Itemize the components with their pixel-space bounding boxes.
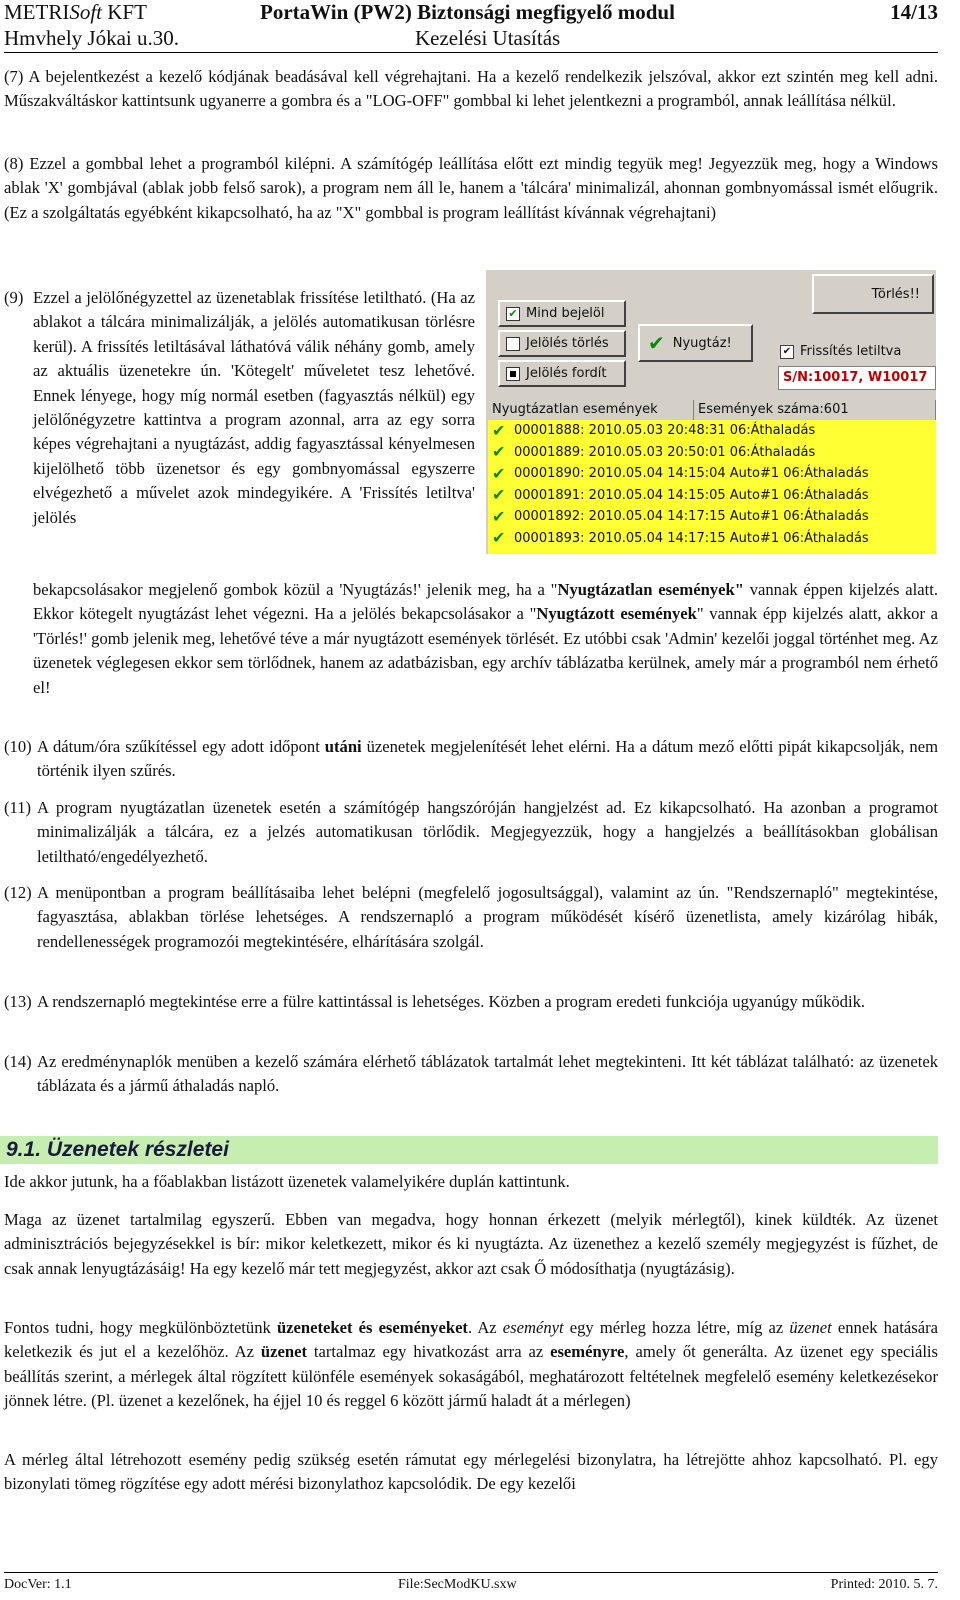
paragraph-12: A menüpontban a program beállításaiba lehet belépni (megfelelő jogosultsággal), valamint az ún. "Rendszernapló" megtekintése, fagyasztása, ablakban törlése lehetséges. A rendszernapló a program működését kísérő üzenetlista, amely kizárólag hibák, rendellenességek programozói megtekintésére, elhárítására szolgál. [37, 883, 938, 951]
list-item[interactable]: ✔ 00001888: 2010.05.03 20:48:31 06:Áthaladás [492, 420, 816, 440]
item-number-14: (14) [4, 1052, 32, 1071]
column-header-nyugtazatlan[interactable]: Nyugtázatlan események [488, 400, 694, 420]
torles-button[interactable]: Törlés!! [812, 274, 934, 314]
section-paragraph-3: A mérleg által létrehozott esemény pedig szükség esetén rámutat egy mérlegelési bizonylatra, ha létrejötte ahhoz kapcsolható. Pl. egy bizonylati tömeg rögzítése egy adott mérési bizonylathoz kapcsolódik. De egy kezelői [4, 1450, 938, 1494]
page-number: 14/13 [890, 0, 938, 24]
section-heading: 9.1. Üzenetek részletei [0, 1136, 938, 1164]
check-icon[interactable]: ✔ [492, 506, 506, 526]
mind-bejelol-button[interactable]: ✔ Mind bejelöl [498, 300, 626, 327]
check-icon: ✔ [506, 307, 520, 321]
uncheck-icon [506, 337, 520, 351]
check-icon[interactable]: ✔ [492, 420, 506, 440]
jeloles-fordit-button[interactable]: Jelölés fordít [498, 360, 626, 387]
list-item[interactable]: ✔ 00001892: 2010.05.04 14:17:15 Auto#1 06:Áthaladás [492, 506, 869, 526]
nyugtaz-button[interactable]: ✔ Nyugtáz! [638, 324, 753, 362]
frissites-letiltva-checkbox[interactable]: ✔ Frissítés letiltva [780, 344, 901, 359]
paragraph-7: (7) A bejelentkezést a kezelő kódjának beadásával kell végrehajtani. Ha a kezelő rendelkezik jelszóval, akkor ezt szintén meg kell adni. Műszakváltáskor kattintsunk ugyanerre a gombra és a "LOG-OFF" gombbal ki lehet jelentkezni a programból, annak leállítása nélkül. [4, 67, 938, 111]
page-header [4, 0, 938, 53]
list-item[interactable]: ✔ 00001893: 2010.05.04 14:17:15 Auto#1 06:Áthaladás [492, 528, 869, 548]
paragraph-8: (8) Ezzel a gombbal lehet a programból kilépni. A számítógép leállítása előtt ezt mindig tegyük meg! Jegyezzük meg, hogy a Windows ablak 'X' gombjával (ablak jobb felső sarok), a program nem áll le, hanem a 'tálcára' minimalizál, ahonnan gombnyomással ismét előugrik. (Ez a szolgáltatás egyébként kikapcsolható, ha az "X" gombbal is program leállítást kívánnak végrehajtani) [4, 154, 938, 222]
company-address: Hmvhely Jókai u.30. [4, 26, 179, 50]
item-number-10: (10) [4, 737, 32, 756]
check-icon[interactable]: ✔ [492, 442, 506, 462]
jeloles-torles-button[interactable]: Jelölés törlés [498, 330, 626, 357]
footer-file: File:SecModKU.sxw [398, 1577, 517, 1592]
program-screenshot [486, 270, 936, 554]
item-number-11: (11) [4, 798, 32, 817]
serial-number: S/N:10017, W10017 [778, 366, 936, 390]
doc-title: PortaWin (PW2) Biztonsági megfigyelő modul [260, 0, 675, 24]
company-name: METRISoft KFT [4, 0, 147, 24]
doc-subtitle: Kezelési Utasítás [415, 26, 561, 50]
section-intro: Ide akkor jutunk, ha a főablakban listázott üzenetek valamelyikére duplán kattintunk. [4, 1172, 570, 1191]
item-number-9: (9) [4, 288, 24, 307]
checkmark-icon: ✔ [648, 331, 665, 355]
check-icon[interactable]: ✔ [492, 485, 506, 505]
paragraph-9-side: Ezzel a jelölőnégyzettel az üzenetablak frissítése letiltható. (Ha az ablakot a tálcára minimalizálják, a jelölés automatikusan törlésre kerül). A frissítés letiltásával láthatóvá válik néhány gomb, amely az aktuális üzenetekre ún. 'Kötegelt' műveletet tesz lehetővé. Ennek lényege, hogy míg normál esetben (fagyasztás nélkül) egy jelölőnégyzetre kattintva a program azonnal, arra az egy sorra képes végrehajtani a nyugtázást, addig fagyasztással kényelmesen kijelölhető több üzenetsor és egy gombnyomással egyszerre elvégezhető a művelet azok mindegyikére. A 'Frissítés letiltva' jelölés [33, 288, 475, 527]
section-paragraph-2: Fontos tudni, hogy megkülönböztetünk üzeneteket és eseményeket. Az eseményt egy mérleg hozza létre, míg az üzenet ennek hatására keletkezik és jut el a kezelőhöz. Az üzenet tartalmaz egy hivatkozást arra az eseményre, amely őt generálta. Az üzenet egy speciális beállítás szerint, a mérlegek által rögzített különféle események sokaságából, meghatározott feltételnek megfelelő esemény keletkezésekor jönnek létre. (Pl. üzenet a kezelőnek, ha éjjel 10 és reggel 6 között jármű haladt át a mérlegen) [4, 1318, 938, 1411]
paragraph-13: A rendszernapló megtekintése erre a fülre kattintással is lehetséges. Közben a program eredeti funkciója ugyanúgy működik. [37, 992, 866, 1011]
paragraph-14: Az eredménynaplók menüben a kezelő számára elérhető táblázatok tartalmát lehet megtekinteni. Itt két táblázat található: az üzenetek táblázata és a jármű áthaladás napló. [37, 1052, 938, 1096]
footer-printed: Printed: 2010. 5. 7. [830, 1577, 938, 1592]
item-number-12: (12) [4, 883, 32, 902]
paragraph-9-full: bekapcsolásakor megjelenő gombok közül a 'Nyugtázás!' jelenik meg, ha a "Nyugtázatlan események" vannak éppen kijelzés alatt. Ekkor kötegelt nyugtázást lehet végezni. Ha a jelölés bekapcsolásakor a "Nyugtázott események" vannak épp kijelzés alatt, akkor a 'Törlés!' gomb jelenik meg, lehetővé téve a már nyugtázott események törlését. Ez utóbbi csak 'Admin' kezelői joggal történhet meg. Az üzenetek véglegesen ekkor sem törlődnek, hanem az adatbázisban, egy archív táblázatba kerülnek, amely már a programból nem érhető el! [33, 580, 938, 697]
footer-rule [4, 1572, 938, 1573]
invert-icon [506, 367, 520, 381]
checkbox-icon: ✔ [780, 345, 794, 359]
section-paragraph-1: Maga az üzenet tartalmilag egyszerű. Ebben van megadva, hogy honnan érkezett (melyik mérlegtől), kinek küldték. Az üzenet adminisztrációs bejegyzésekkel is bír: mikor keletkezett, mikor és ki nyugtázta. Az üzenethez a kezelő személy megjegyzést is fűzhet, de csak annak lenyugtázásáig! Ha egy kezelő már tett megjegyzést, akkor azt csak Ő módosíthatja (nyugtázásig). [4, 1210, 938, 1278]
paragraph-10: A dátum/óra szűkítéssel egy adott időpont utáni üzenetek megjelenítését lehet elérni. Ha a dátum mező előtti pipát kikapcsolják, nem történik ilyen szűrés. [37, 737, 938, 781]
column-header-esemenyek[interactable]: Események száma:601 [694, 400, 936, 420]
check-icon[interactable]: ✔ [492, 463, 506, 483]
list-item[interactable]: ✔ 00001891: 2010.05.04 14:15:05 Auto#1 06:Áthaladás [492, 485, 869, 505]
paragraph-11: A program nyugtázatlan üzenetek esetén a számítógép hangszóróján hangjelzést ad. Ez kikapcsolható. Ha azonban a programot minimalizálják a tálcára, ez a jelzés automatikusan törlődik. Megjegyezzük, hogy a hangjelzés a beállításokban globálisan letiltható/engedélyezhető. [37, 798, 938, 866]
list-item[interactable]: ✔ 00001890: 2010.05.04 14:15:04 Auto#1 06:Áthaladás [492, 463, 869, 483]
event-list [488, 420, 936, 554]
check-icon[interactable]: ✔ [492, 528, 506, 548]
footer-version: DocVer: 1.1 [4, 1577, 72, 1592]
list-item[interactable]: ✔ 00001889: 2010.05.03 20:50:01 06:Áthaladás [492, 442, 816, 462]
item-number-13: (13) [4, 992, 32, 1011]
